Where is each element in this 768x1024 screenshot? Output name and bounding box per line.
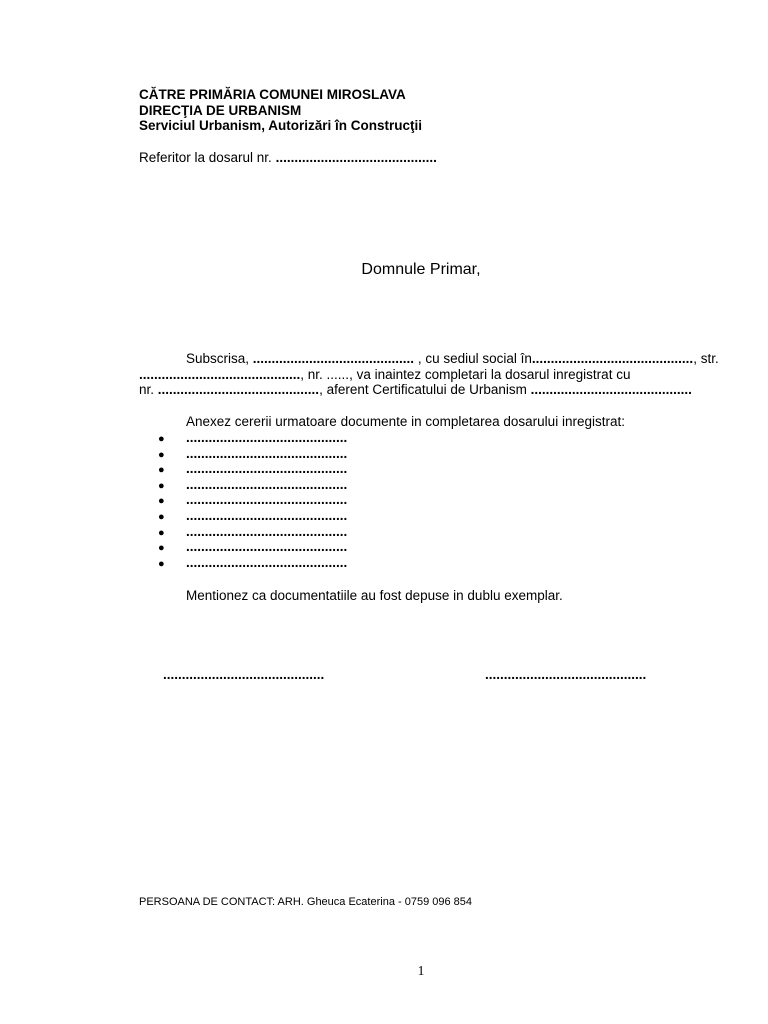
dossier-reference [139, 150, 437, 166]
bullet-icon: ● [158, 464, 165, 477]
list-item [158, 477, 347, 493]
annex-item-blank: ........................................... [186, 507, 348, 523]
bullet-icon: ● [158, 495, 165, 508]
addressee-line-1: CĂTRE PRIMĂRIA COMUNEI MIROSLAVA [139, 87, 406, 102]
annex-item-blank: ........................................... [186, 539, 348, 555]
bullet-icon: ● [158, 557, 165, 570]
dossier-reference-label: Referitor la dosarul nr. [139, 150, 276, 165]
list-item [158, 555, 347, 571]
body-text: Subscrisa, [186, 351, 253, 366]
duplicate-mention: Mentionez ca documentatiile au fost depuse in dublu exemplar. [186, 588, 563, 603]
list-item [158, 430, 347, 446]
annex-item-blank: ........................................... [186, 492, 348, 508]
street-blank: ........................................... [139, 366, 301, 382]
bullet-icon: ● [158, 479, 165, 492]
bullet-icon: ● [158, 542, 165, 555]
list-item [158, 508, 347, 524]
page-number: 1 [417, 963, 425, 978]
addressee-header [139, 87, 422, 134]
annex-list [158, 430, 347, 570]
list-item [158, 492, 347, 508]
body-line-1 [139, 351, 719, 367]
registration-number-blank: ........................................... [157, 382, 320, 397]
annex-item-blank: ........................................... [186, 430, 348, 445]
bullet-icon: ● [158, 433, 165, 445]
list-item [158, 461, 347, 477]
addressee-line-2: DIRECŢIA DE URBANISM [139, 102, 302, 118]
salutation: Domnule Primar, [361, 261, 481, 278]
signature-blank: ........................................... [485, 667, 647, 682]
list-item [158, 446, 347, 462]
bullet-icon: ● [158, 526, 165, 539]
annex-item-blank: ........................................... [186, 445, 348, 461]
list-item [158, 539, 347, 555]
addressee-line-3: Serviciul Urbanism, Autorizări în Construcţii [139, 118, 423, 133]
urbanism-certificate-blank: ........................................... [530, 382, 692, 397]
annex-item-blank: ........................................... [186, 523, 348, 539]
body-paragraph [139, 351, 719, 398]
contact-person: PERSOANA DE CONTACT: ARH. Gheuca Ecaterina - 0759 096 854 [139, 896, 473, 908]
date-signature-blank: ........................................... [163, 667, 325, 682]
bullet-icon: ● [158, 510, 165, 523]
body-text: , str. [693, 351, 719, 366]
company-name-blank: ........................................... [252, 351, 415, 366]
body-text: , nr. ......, va inaintez completari la dosarul inregistrat cu [300, 366, 631, 382]
annex-intro: Anexez cererii urmatoare documente in completarea dosarului inregistrat: [186, 414, 625, 429]
body-line-3 [139, 382, 705, 398]
body-text: nr. [139, 382, 158, 397]
list-item [158, 524, 347, 540]
seat-address-blank: ........................................... [531, 351, 694, 366]
annex-item-blank: ........................................... [186, 476, 348, 492]
body-line-2 [139, 367, 705, 383]
body-text: , cu sediul social în [414, 351, 532, 366]
dossier-number-blank: ........................................... [275, 150, 437, 165]
body-text: , aferent Certificatului de Urbanism [319, 382, 531, 397]
annex-item-blank: ........................................... [186, 554, 348, 570]
annex-item-blank: ........................................... [186, 461, 348, 477]
bullet-icon: ● [158, 448, 165, 461]
